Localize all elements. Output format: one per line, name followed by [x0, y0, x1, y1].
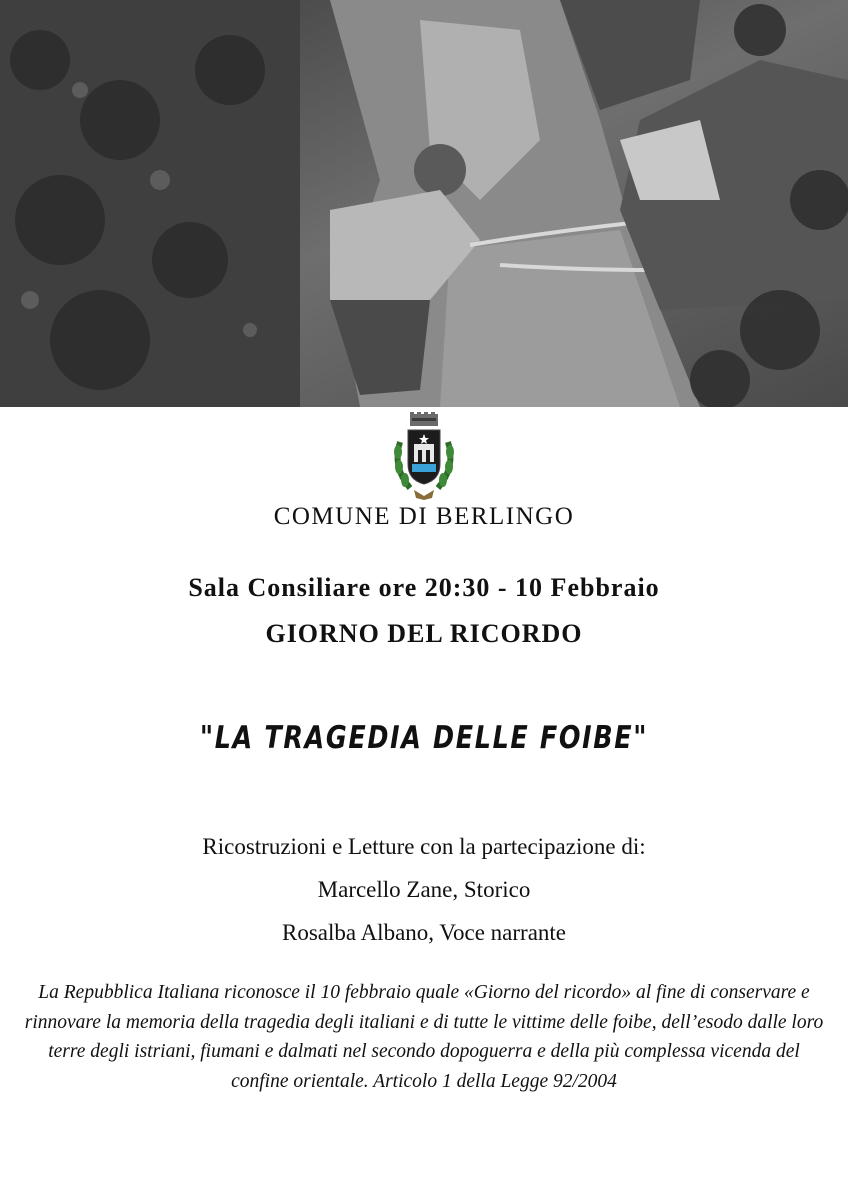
participant-historian: Marcello Zane, Storico: [317, 877, 531, 902]
event-occasion: GIORNO DEL RICORDO: [265, 619, 583, 648]
participants-intro: Ricostruzioni e Letture con la partecipazione di:: [202, 834, 646, 859]
coat-of-arms-icon: [388, 412, 460, 502]
law-note: La Repubblica Italiana riconosce il 10 febbraio quale «Giorno del ricordo» al fine di conservare e rinnovare la memoria della tragedia degli italiani e di tutte le vittime delle foibe, dell’esodo dalle loro terre degli istriani, fiumani e dalmati nel secondo dopoguerra e della più complessa vicenda del confine orientale. Articolo 1 della Legge 92/2004: [24, 982, 824, 1092]
event-title: "LA TRAGEDIA DELLE FOIBE": [199, 720, 649, 756]
participants-block: [0, 825, 848, 954]
municipality-name: COMUNE DI BERLINGO: [273, 503, 575, 530]
municipal-coat-of-arms: [388, 412, 460, 502]
historical-photo-illustration: [0, 0, 848, 407]
participant-narrator: Rosalba Albano, Voce narrante: [281, 920, 567, 945]
header-photo: [0, 0, 848, 407]
event-schedule: Sala Consiliare ore 20:30 - 10 Febbraio: [188, 573, 660, 602]
